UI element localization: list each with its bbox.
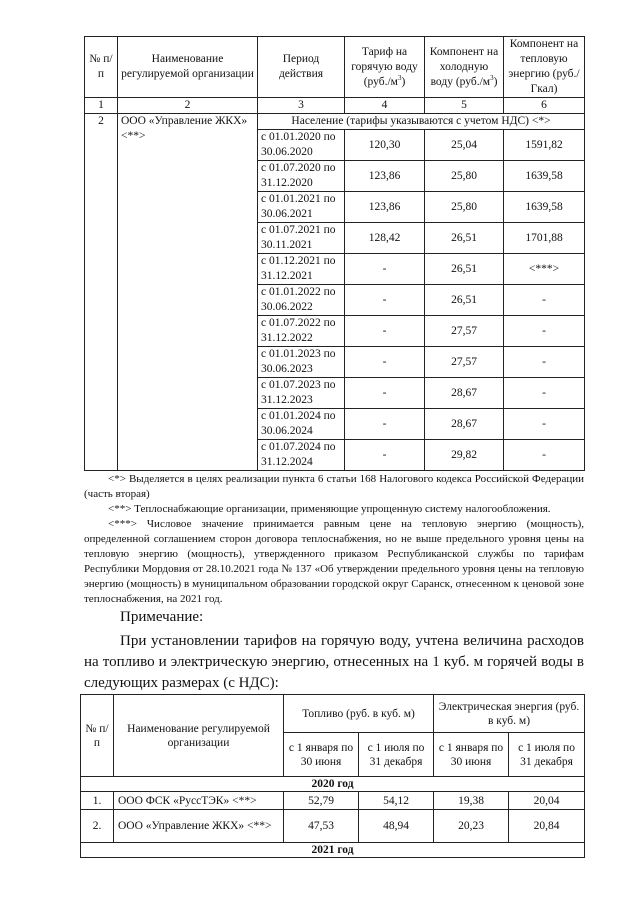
tariff-cell: 120,30 <box>345 130 425 161</box>
year-2021: 2021 год <box>81 843 585 858</box>
period-cell: с 01.07.2021 по 30.11.2021 <box>258 223 345 254</box>
tariff-cell: - <box>345 254 425 285</box>
heat-cell: <***> <box>504 254 585 285</box>
period-cell: с 01.07.2022 по 31.12.2022 <box>258 316 345 347</box>
org-name: ООО ФСК «РуссТЭК» <**> <box>114 792 284 810</box>
population-note: Население (тарифы указываются с учетом НДС) <*> <box>258 114 585 130</box>
note-title: Примечание: <box>120 609 204 625</box>
table-row <box>81 792 585 810</box>
header-org: Наименование регулируемой организации <box>114 695 284 777</box>
col-number: 1 <box>85 98 118 114</box>
period-cell: с 01.12.2021 по 31.12.2021 <box>258 254 345 285</box>
year-row <box>81 843 585 858</box>
footnote-1: <*> Выделяется в целях реализации пункта 6 статьи 168 Налогового кодекса Российской Федерации (часть вторая) <box>84 473 584 500</box>
header-num: № п/п <box>85 37 118 98</box>
org-name: ООО «Управление ЖКХ» <**> <box>114 810 284 843</box>
tariff-cell: 123,86 <box>345 192 425 223</box>
footnote-3: <***> Числовое значение принимается равным цене на тепловую энергию (мощность), определенной соглашением сторон договора теплоснабжения, но не выше предельного уровня цены на тепловую энергию (мощность), утвержденного приказом Республиканской службы по тарифам Республики Мордовия от 28.10.2021 года № 137 «Об утверждении предельного уровня цены на тепловую энергию (мощность) в муниципальном образовании городской округ Саранск, отнесенном к ценовой зоне теплоснабжения, на 2021 год. <box>84 518 584 605</box>
table-row <box>81 810 585 843</box>
col-number: 6 <box>504 98 585 114</box>
period-cell: с 01.01.2023 по 30.06.2023 <box>258 347 345 378</box>
footnote-2: <**> Теплоснабжающие организации, применяющие упрощенную систему налогообложения. <box>108 503 551 515</box>
fuel-energy-table <box>80 694 585 858</box>
col-number: 4 <box>345 98 425 114</box>
heat-cell: - <box>504 409 585 440</box>
cube-sup: 3 <box>490 73 494 82</box>
cold-cell: 27,57 <box>425 347 504 378</box>
value-cell: 20,84 <box>509 810 585 843</box>
period-cell: с 01.07.2024 по 31.12.2024 <box>258 440 345 471</box>
header-org: Наименование регулируемой организации <box>118 37 258 98</box>
column-numbers-row <box>85 98 585 114</box>
header-cold-text: Компонент на холодную воду (руб./м <box>429 45 499 88</box>
heat-cell: 1591,82 <box>504 130 585 161</box>
cold-cell: 29,82 <box>425 440 504 471</box>
cube-sup: 3 <box>397 73 402 82</box>
tariff-cell: - <box>345 316 425 347</box>
period-cell: с 01.01.2022 по 30.06.2022 <box>258 285 345 316</box>
cold-cell: 26,51 <box>425 285 504 316</box>
row-number: 2 <box>85 114 118 471</box>
close-paren: ) <box>401 75 406 88</box>
tariff-cell: - <box>345 378 425 409</box>
header-cold <box>425 37 504 98</box>
cold-cell: 28,67 <box>425 378 504 409</box>
tariff-cell: 128,42 <box>345 223 425 254</box>
period-cell: с 01.01.2020 по 30.06.2020 <box>258 130 345 161</box>
header-period-1: с 1 января по 30 июня <box>284 733 359 777</box>
heat-cell: - <box>504 347 585 378</box>
heat-cell: 1639,58 <box>504 192 585 223</box>
year-row <box>81 777 585 792</box>
tariff-cell: - <box>345 285 425 316</box>
cold-cell: 27,57 <box>425 316 504 347</box>
heat-cell: - <box>504 316 585 347</box>
heat-cell: - <box>504 285 585 316</box>
row-number: 1. <box>81 792 114 810</box>
value-cell: 48,94 <box>359 810 434 843</box>
tariff-cell: - <box>345 409 425 440</box>
header-period-3: с 1 января по 30 июня <box>434 733 509 777</box>
tariff-cell: - <box>345 440 425 471</box>
tariff-cell: 123,86 <box>345 161 425 192</box>
header-tariff <box>345 37 425 98</box>
value-cell: 20,04 <box>509 792 585 810</box>
col-number: 2 <box>118 98 258 114</box>
period-cell: с 01.01.2024 по 30.06.2024 <box>258 409 345 440</box>
cold-cell: 25,80 <box>425 192 504 223</box>
tariff-table-header <box>85 37 585 98</box>
heat-cell: 1639,58 <box>504 161 585 192</box>
header-period-2: с 1 июля по 31 декабря <box>359 733 434 777</box>
heat-cell: 1701,88 <box>504 223 585 254</box>
close-paren: ) <box>493 75 498 88</box>
header-electric: Электрическая энергия (руб. в куб. м) <box>434 695 585 733</box>
value-cell: 52,79 <box>284 792 359 810</box>
header-num: № п/п <box>81 695 114 777</box>
cold-cell: 26,51 <box>425 254 504 285</box>
heat-cell: - <box>504 378 585 409</box>
header-period: Период действия <box>258 37 345 98</box>
tariff-cell: - <box>345 347 425 378</box>
year-2020: 2020 год <box>81 777 585 792</box>
cold-cell: 28,67 <box>425 409 504 440</box>
col-number: 3 <box>258 98 345 114</box>
cold-cell: 25,80 <box>425 161 504 192</box>
footnotes <box>84 472 584 607</box>
header-tariff-text: Тариф на горячую воду (руб./м <box>351 45 418 88</box>
header-fuel: Топливо (руб. в куб. м) <box>284 695 434 733</box>
header-heat: Компонент на тепловую энергию (руб./Гкал) <box>504 37 585 98</box>
org-name: ООО «Управление ЖКХ» <**> <box>118 114 258 471</box>
row-number: 2. <box>81 810 114 843</box>
value-cell: 47,53 <box>284 810 359 843</box>
value-cell: 20,23 <box>434 810 509 843</box>
fuel-table-header <box>81 695 585 733</box>
cold-cell: 25,04 <box>425 130 504 161</box>
period-cell: с 01.01.2021 по 30.06.2021 <box>258 192 345 223</box>
population-row <box>85 114 585 130</box>
period-cell: с 01.07.2023 по 31.12.2023 <box>258 378 345 409</box>
period-cell: с 01.07.2020 по 31.12.2020 <box>258 161 345 192</box>
value-cell: 19,38 <box>434 792 509 810</box>
note-text: При установлении тарифов на горячую воду, учтена величина расходов на топливо и электрическую энергию, отнесенных на 1 куб. м горячей воды в следующих размерах (с НДС): <box>84 633 584 691</box>
cold-cell: 26,51 <box>425 223 504 254</box>
tariff-table <box>84 36 585 471</box>
value-cell: 54,12 <box>359 792 434 810</box>
header-period-4: с 1 июля по 31 декабря <box>509 733 585 777</box>
col-number: 5 <box>425 98 504 114</box>
heat-cell: - <box>504 440 585 471</box>
